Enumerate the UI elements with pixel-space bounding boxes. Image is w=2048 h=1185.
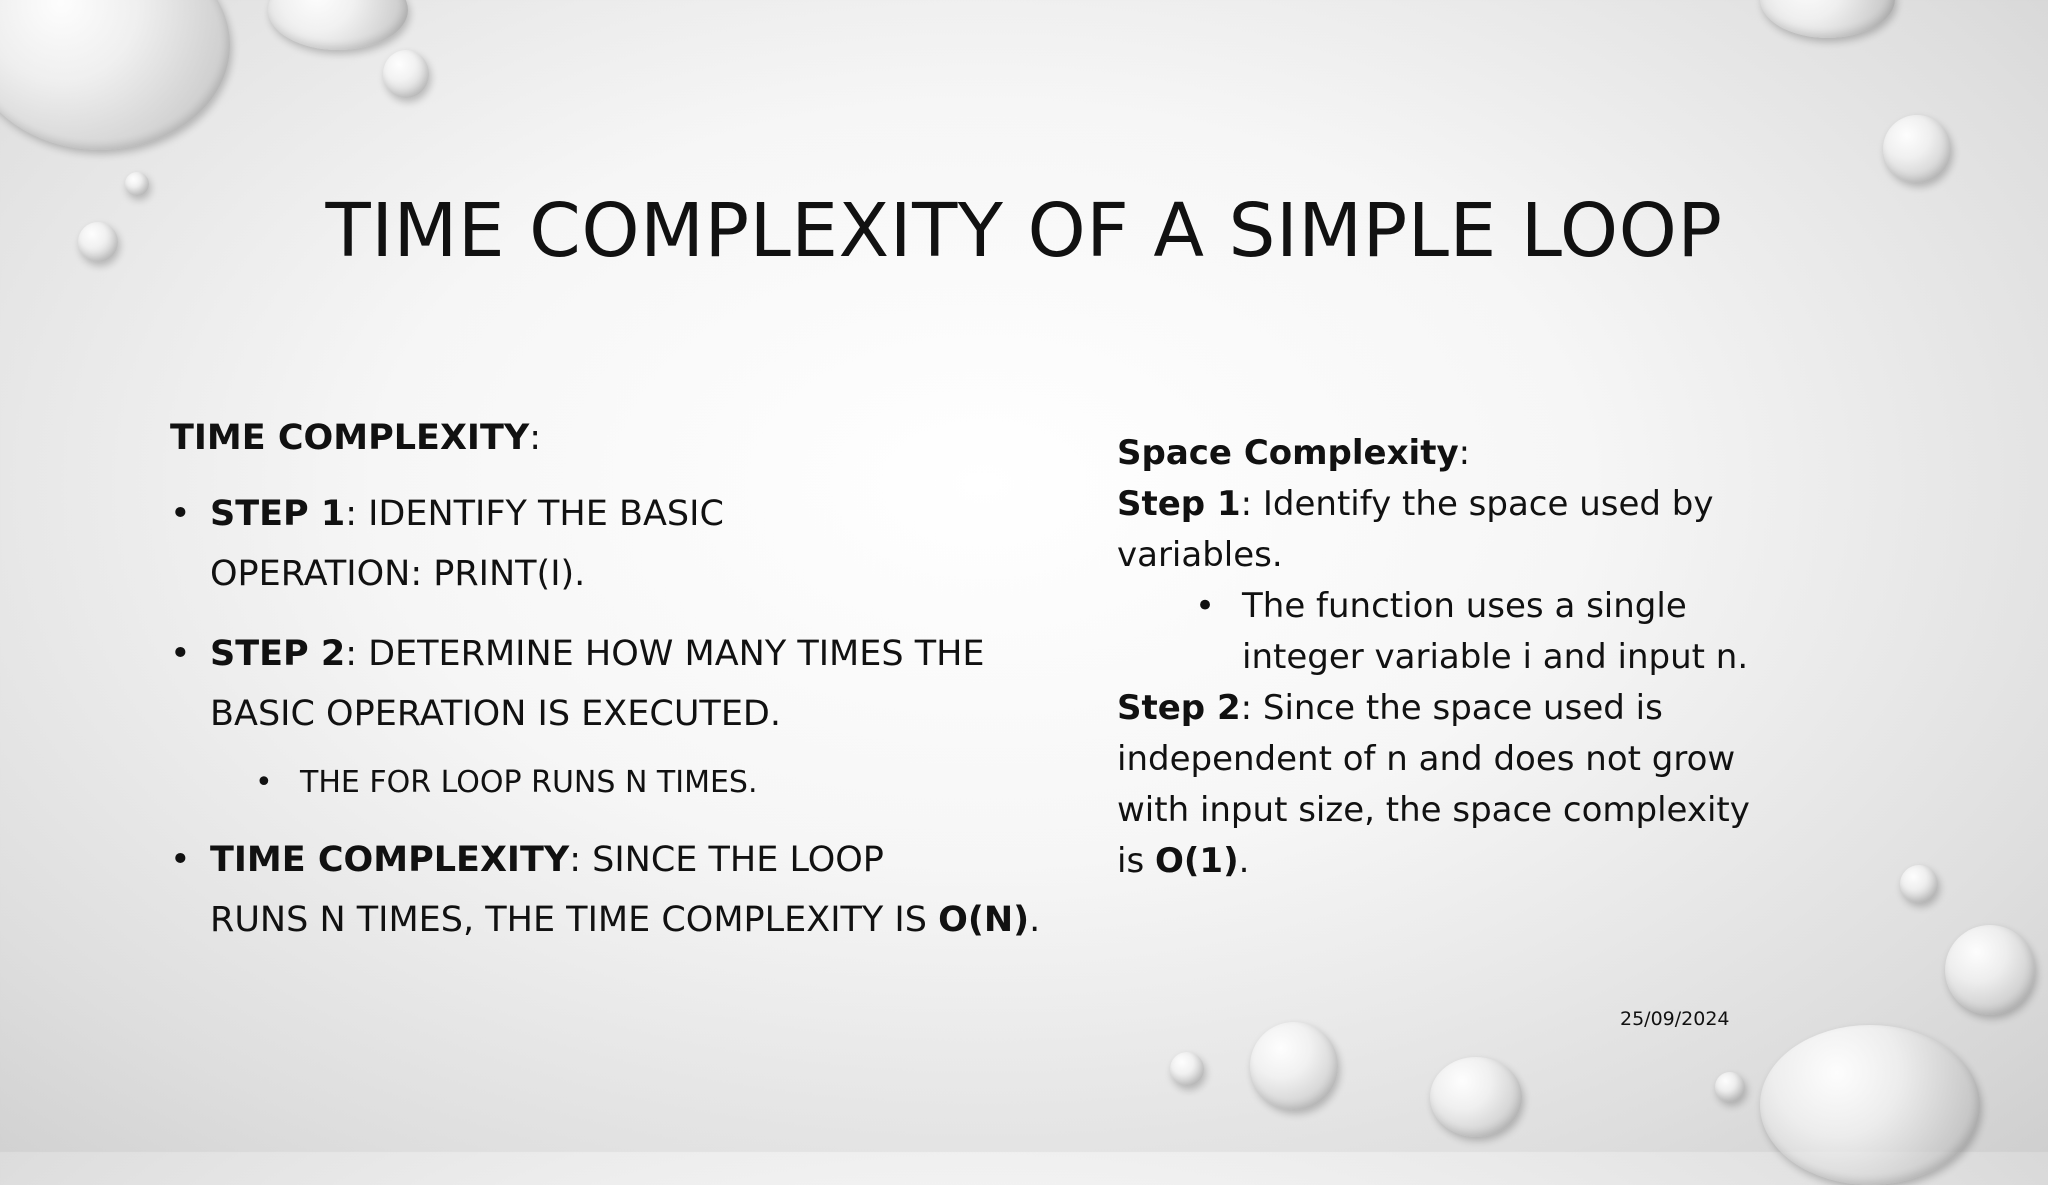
time-complexity-heading: TIME COMPLEXITY: <box>170 418 541 458</box>
space-step-2: Step 2: Since the space used is <box>1117 688 1663 728</box>
space-step-1-continued: variables. <box>1117 535 1283 575</box>
water-drop-decoration <box>1715 1072 1745 1102</box>
space-step-1: Step 1: Identify the space used by <box>1117 484 1714 524</box>
space-subitem-continued: integer variable i and input n. <box>1242 637 1749 677</box>
water-drop-decoration <box>1170 1052 1204 1086</box>
water-drop-decoration <box>0 0 230 150</box>
space-subitem: • The function uses a single <box>1195 586 1687 626</box>
water-drop-decoration <box>1250 1022 1338 1110</box>
space-step-2-line-2: independent of n and does not grow <box>1117 739 1736 779</box>
water-drop-decoration <box>383 50 429 98</box>
water-drop-decoration <box>1883 115 1951 183</box>
water-drop-decoration <box>1900 865 1938 903</box>
water-drop-decoration <box>1760 0 1895 38</box>
space-step-2-line-3: with input size, the space complexity <box>1117 790 1750 830</box>
slide-title: TIME COMPLEXITY OF A SIMPLE LOOP <box>325 188 1723 274</box>
water-drop-decoration <box>1760 1025 1980 1185</box>
slide-date: 25/09/2024 <box>1620 1008 1730 1030</box>
space-complexity-heading: Space Complexity: <box>1117 433 1471 473</box>
water-drop-decoration <box>1430 1057 1522 1137</box>
space-complexity-column <box>1117 428 1777 887</box>
space-step-2-line-4: is O(1). <box>1117 841 1250 881</box>
list-item-step-2: • STEP 2: DETERMINE HOW MANY TIMES THE BASIC OPERATION IS EXECUTED. <box>170 624 1050 744</box>
time-complexity-column <box>170 418 1050 970</box>
list-item-time-complexity: • TIME COMPLEXITY: SINCE THE LOOP RUNS N TIMES, THE TIME COMPLEXITY IS O(N). <box>170 830 1050 950</box>
list-item-step-1: • STEP 1: IDENTIFY THE BASIC OPERATION: PRINT(I). <box>170 484 1050 604</box>
water-drop-decoration <box>268 0 408 50</box>
list-subitem-loop-runs: • THE FOR LOOP RUNS N TIMES. <box>170 758 1050 808</box>
water-drop-decoration <box>1945 925 2035 1015</box>
time-complexity-list <box>170 484 1050 950</box>
